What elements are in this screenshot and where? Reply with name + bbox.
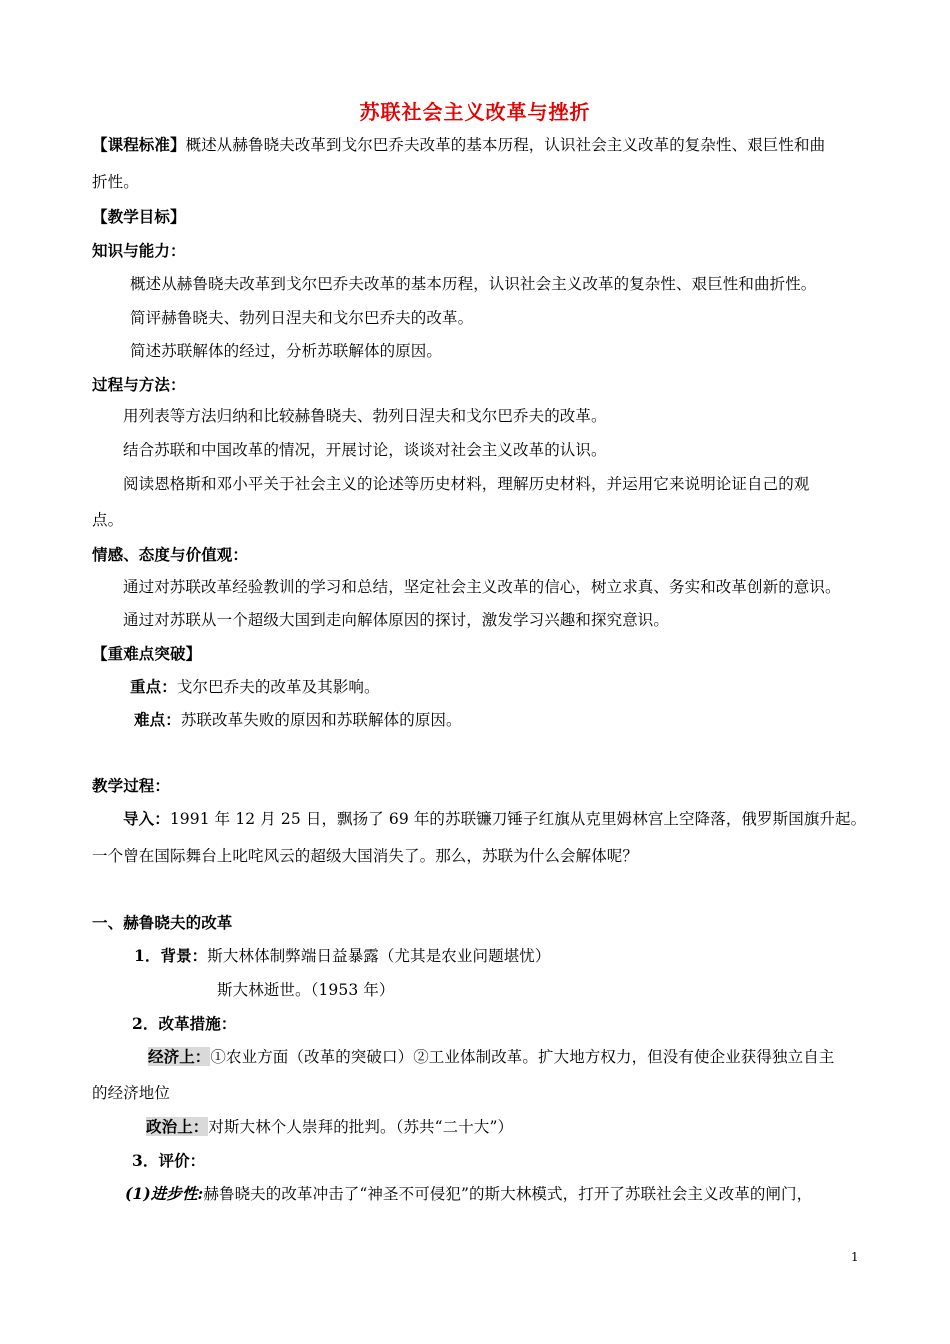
background-text: 斯大林体制弊端日益暴露（尤其是农业问题堪忧） — [207, 947, 551, 965]
page-number: 1 — [851, 1250, 859, 1264]
key-point-label: 重点： — [130, 677, 177, 696]
standard-line-2: 折性。 — [92, 173, 139, 191]
hard-point-text: 苏联改革失败的原因和苏联解体的原因。 — [180, 711, 462, 729]
measures-heading: 2．改革措施： — [132, 1014, 237, 1033]
progress-label: (1)进步性: — [125, 1184, 204, 1203]
emotion-heading: 情感、态度与价值观： — [92, 545, 249, 564]
section1-heading: 一、赫鲁晓夫的改革 — [92, 913, 233, 932]
background-label: 1．背景： — [134, 946, 208, 965]
progress-line — [125, 1183, 812, 1205]
economy-line-1 — [148, 1046, 834, 1068]
economy-label: 经济上： — [148, 1047, 211, 1066]
key-point — [130, 676, 380, 698]
knowledge-heading: 知识与能力： — [92, 241, 186, 260]
background-line-2: 斯大林逝世。（1953 年） — [217, 981, 395, 999]
key-point-text: 戈尔巴乔夫的改革及其影响。 — [176, 678, 380, 696]
economy-text: ①农业方面（改革的突破口）②工业体制改革。扩大地方权力，但没有使企业获得独立自主 — [210, 1048, 835, 1066]
emotion-item: 通过对苏联从一个超级大国到走向解体原因的探讨，激发学习兴趣和探究意识。 — [123, 611, 670, 629]
evaluation-heading: 3．评价： — [132, 1151, 206, 1170]
process-heading: 过程与方法： — [92, 375, 186, 394]
knowledge-item: 简述苏联解体的经过，分析苏联解体的原因。 — [130, 342, 443, 360]
keypoints-heading: 【重难点突破】 — [92, 644, 202, 663]
process-item-cont: 点。 — [92, 511, 124, 529]
knowledge-item: 概述从赫鲁晓夫改革到戈尔巴乔夫改革的基本历程，认识社会主义改革的复杂性、艰巨性和曲折性。 — [130, 275, 817, 293]
progress-text: 赫鲁晓夫的改革冲击了“神圣不可侵犯”的斯大林模式，打开了苏联社会主义改革的闸门， — [203, 1185, 813, 1203]
process-item: 结合苏联和中国改革的情况，开展讨论，谈谈对社会主义改革的认识。 — [123, 441, 607, 459]
politics-label: 政治上： — [146, 1117, 209, 1136]
intro-line-2: 一个曾在国际舞台上叱咤风云的超级大国消失了。那么，苏联为什么会解体呢？ — [92, 847, 639, 865]
intro-line-1 — [123, 808, 866, 830]
standard-text: 概述从赫鲁晓夫改革到戈尔巴乔夫改革的基本历程，认识社会主义改革的复杂性、艰巨性和曲 — [185, 136, 826, 154]
background-line-1 — [134, 945, 551, 967]
economy-line-2: 的经济地位 — [92, 1084, 171, 1102]
politics-line — [146, 1116, 513, 1138]
intro-label: 导入： — [123, 809, 170, 828]
emotion-item: 通过对苏联改革经验教训的学习和总结，坚定社会主义改革的信心，树立求真、务实和改革创新的意识。 — [123, 578, 841, 596]
intro-text: 1991 年 12 月 25 日，飘扬了 69 年的苏联镰刀锤子红旗从克里姆林宫上空降落，俄罗斯国旗升起。 — [169, 810, 867, 828]
teaching-process-heading: 教学过程： — [92, 776, 171, 795]
process-item: 用列表等方法归纳和比较赫鲁晓夫、勃列日涅夫和戈尔巴乔夫的改革。 — [123, 407, 607, 425]
standard-label: 【课程标准】 — [92, 135, 186, 154]
page-title: 苏联社会主义改革与挫折 — [359, 100, 591, 124]
hard-point — [134, 709, 462, 731]
process-item: 阅读恩格斯和邓小平关于社会主义的论述等历史材料，理解历史材料，并运用它来说明论证自己的观 — [123, 475, 810, 493]
knowledge-item: 简评赫鲁晓夫、勃列日涅夫和戈尔巴乔夫的改革。 — [130, 309, 474, 327]
standard-line-1 — [92, 134, 825, 156]
goals-heading: 【教学目标】 — [92, 207, 186, 226]
politics-text: 对斯大林个人崇拜的批判。（苏共“二十大”） — [208, 1118, 514, 1136]
hard-point-label: 难点： — [134, 710, 181, 729]
